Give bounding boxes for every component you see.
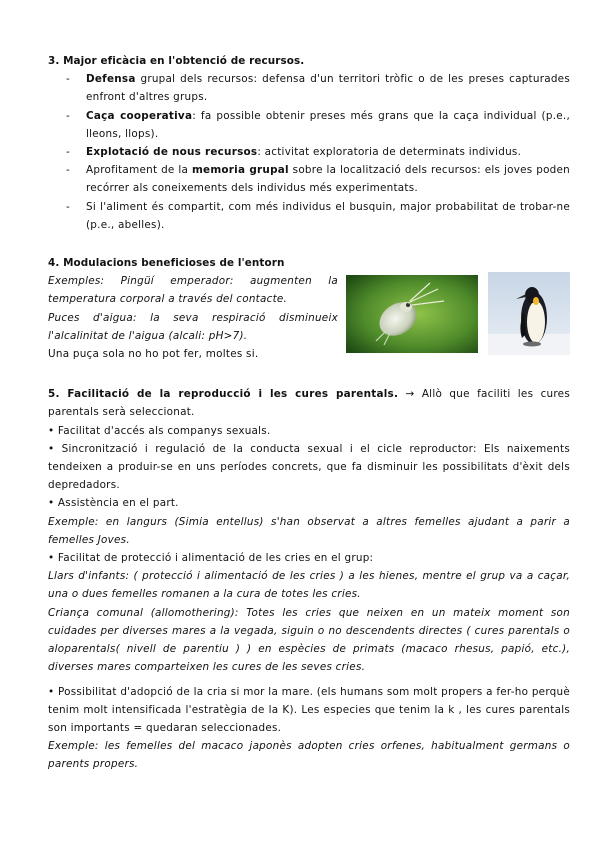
list-item (86, 198, 570, 234)
llars-infants: Llars d'infants: ( protecció i alimentació de les cries ) a les hienes, mentre el grup va a caçar, una o dues femelles romanen a la cura de totes les cries. (48, 570, 570, 601)
water-flea-note: Una puça sola no ho pot fer, moltes si. (48, 348, 259, 361)
bullet-sexual-partners: • Facilitat d'accés als companys sexuals. (48, 424, 271, 437)
item-text: grupal dels recursos: defensa d'un territori tròfic o de les preses capturades enfront d'altres grups. (86, 73, 570, 104)
bullet-protection: • Facilitat de protecció i alimentació de les cries en el grup: (48, 552, 374, 565)
emperor-penguin-photo (488, 272, 570, 361)
item-bold: Caça cooperativa (86, 109, 193, 122)
section-4-text (48, 272, 338, 363)
section-5-title: 5. Facilitació de la reproducció i les cures parentals. (48, 388, 399, 401)
section-4-title: 4. Modulacions beneficioses de l'entorn (48, 257, 285, 270)
item-text: : activitat exploratoria de determinats individus. (257, 146, 522, 159)
item-text: : fa possible obtenir preses més grans que la caça individual (p.e., lleons, llops). (86, 109, 570, 140)
crianca-comunal: Criança comunal (allomothering): Totes les cries que neixen en un mateix moment son cuidades per diverses mares a la vegada, siguin o no descendents directes ( cures parentals o aloparentals( nivell de parentiu ) ) en espècies de primats (macaco rhesus, papió, etc.), diverses mares comparteixen les cures de les seves cries. (48, 606, 570, 674)
document-body (48, 52, 570, 774)
item-text: sobre la localització dels recursos: els joves poden recórrer als coneixements dels individus més experimentats. (86, 164, 570, 195)
example-langurs: Exemple: en langurs (Simia entellus) s'han observat a altres femelles ajudant a parir a femelles Joves. (48, 515, 570, 546)
arrow-glyph: → (398, 388, 422, 401)
bullet-adoption: • Possibilitat d'adopció de la cria si mor la mare. (els humans som molt propers a fer-ho perquè tenim molt intensificada l'estratègia de la K). Les especies que tenim la k , les cures parentals son importants = quedaran seleccionades. (48, 685, 570, 734)
section-3-title: 3. Major eficàcia en l'obtenció de recursos. (48, 55, 305, 67)
section-5-title-rest: Allò que faciliti les cures parentals serà seleccionat. (48, 388, 570, 419)
item-text: Aprofitament de la (86, 164, 192, 177)
section-3-list (48, 70, 570, 234)
list-item (86, 143, 570, 161)
bullet-birth-assistance: • Assistència en el part. (48, 497, 179, 510)
bullet-synchronization: • Sincronització i regulació de la conducta sexual i el cicle reproductor: Els naixements tendeixen a produir-se en uns períodes concrets, que fa disminuir les possibilitats d'èxit dels depredadors. (48, 442, 570, 492)
list-item (86, 107, 570, 143)
item-bold: memoria grupal (191, 164, 289, 177)
example-macaco: Exemple: les femelles del macaco japonès adopten cries orfenes, habitualment germans o parents propers. (48, 740, 570, 771)
example-penguin: Exemples: Pingüí emperador: augmenten la temperatura corporal a través del contacte. (48, 275, 338, 306)
list-item (86, 70, 570, 106)
water-flea-photo (346, 275, 478, 359)
section-4-row (48, 272, 570, 363)
section-5-title-line (48, 385, 570, 421)
list-item (86, 161, 570, 197)
item-bold: Defensa (86, 73, 136, 86)
item-text: Si l'aliment és compartit, com més individus el busquin, major probabilitat de trobar-ne (p.e., abelles). (86, 200, 570, 231)
example-water-flea: Puces d'aigua: la seva respiració disminueix l'alcalinitat de l'aigua (alcali: pH>7). (48, 311, 338, 342)
item-bold: Explotació de nous recursos (86, 146, 258, 159)
